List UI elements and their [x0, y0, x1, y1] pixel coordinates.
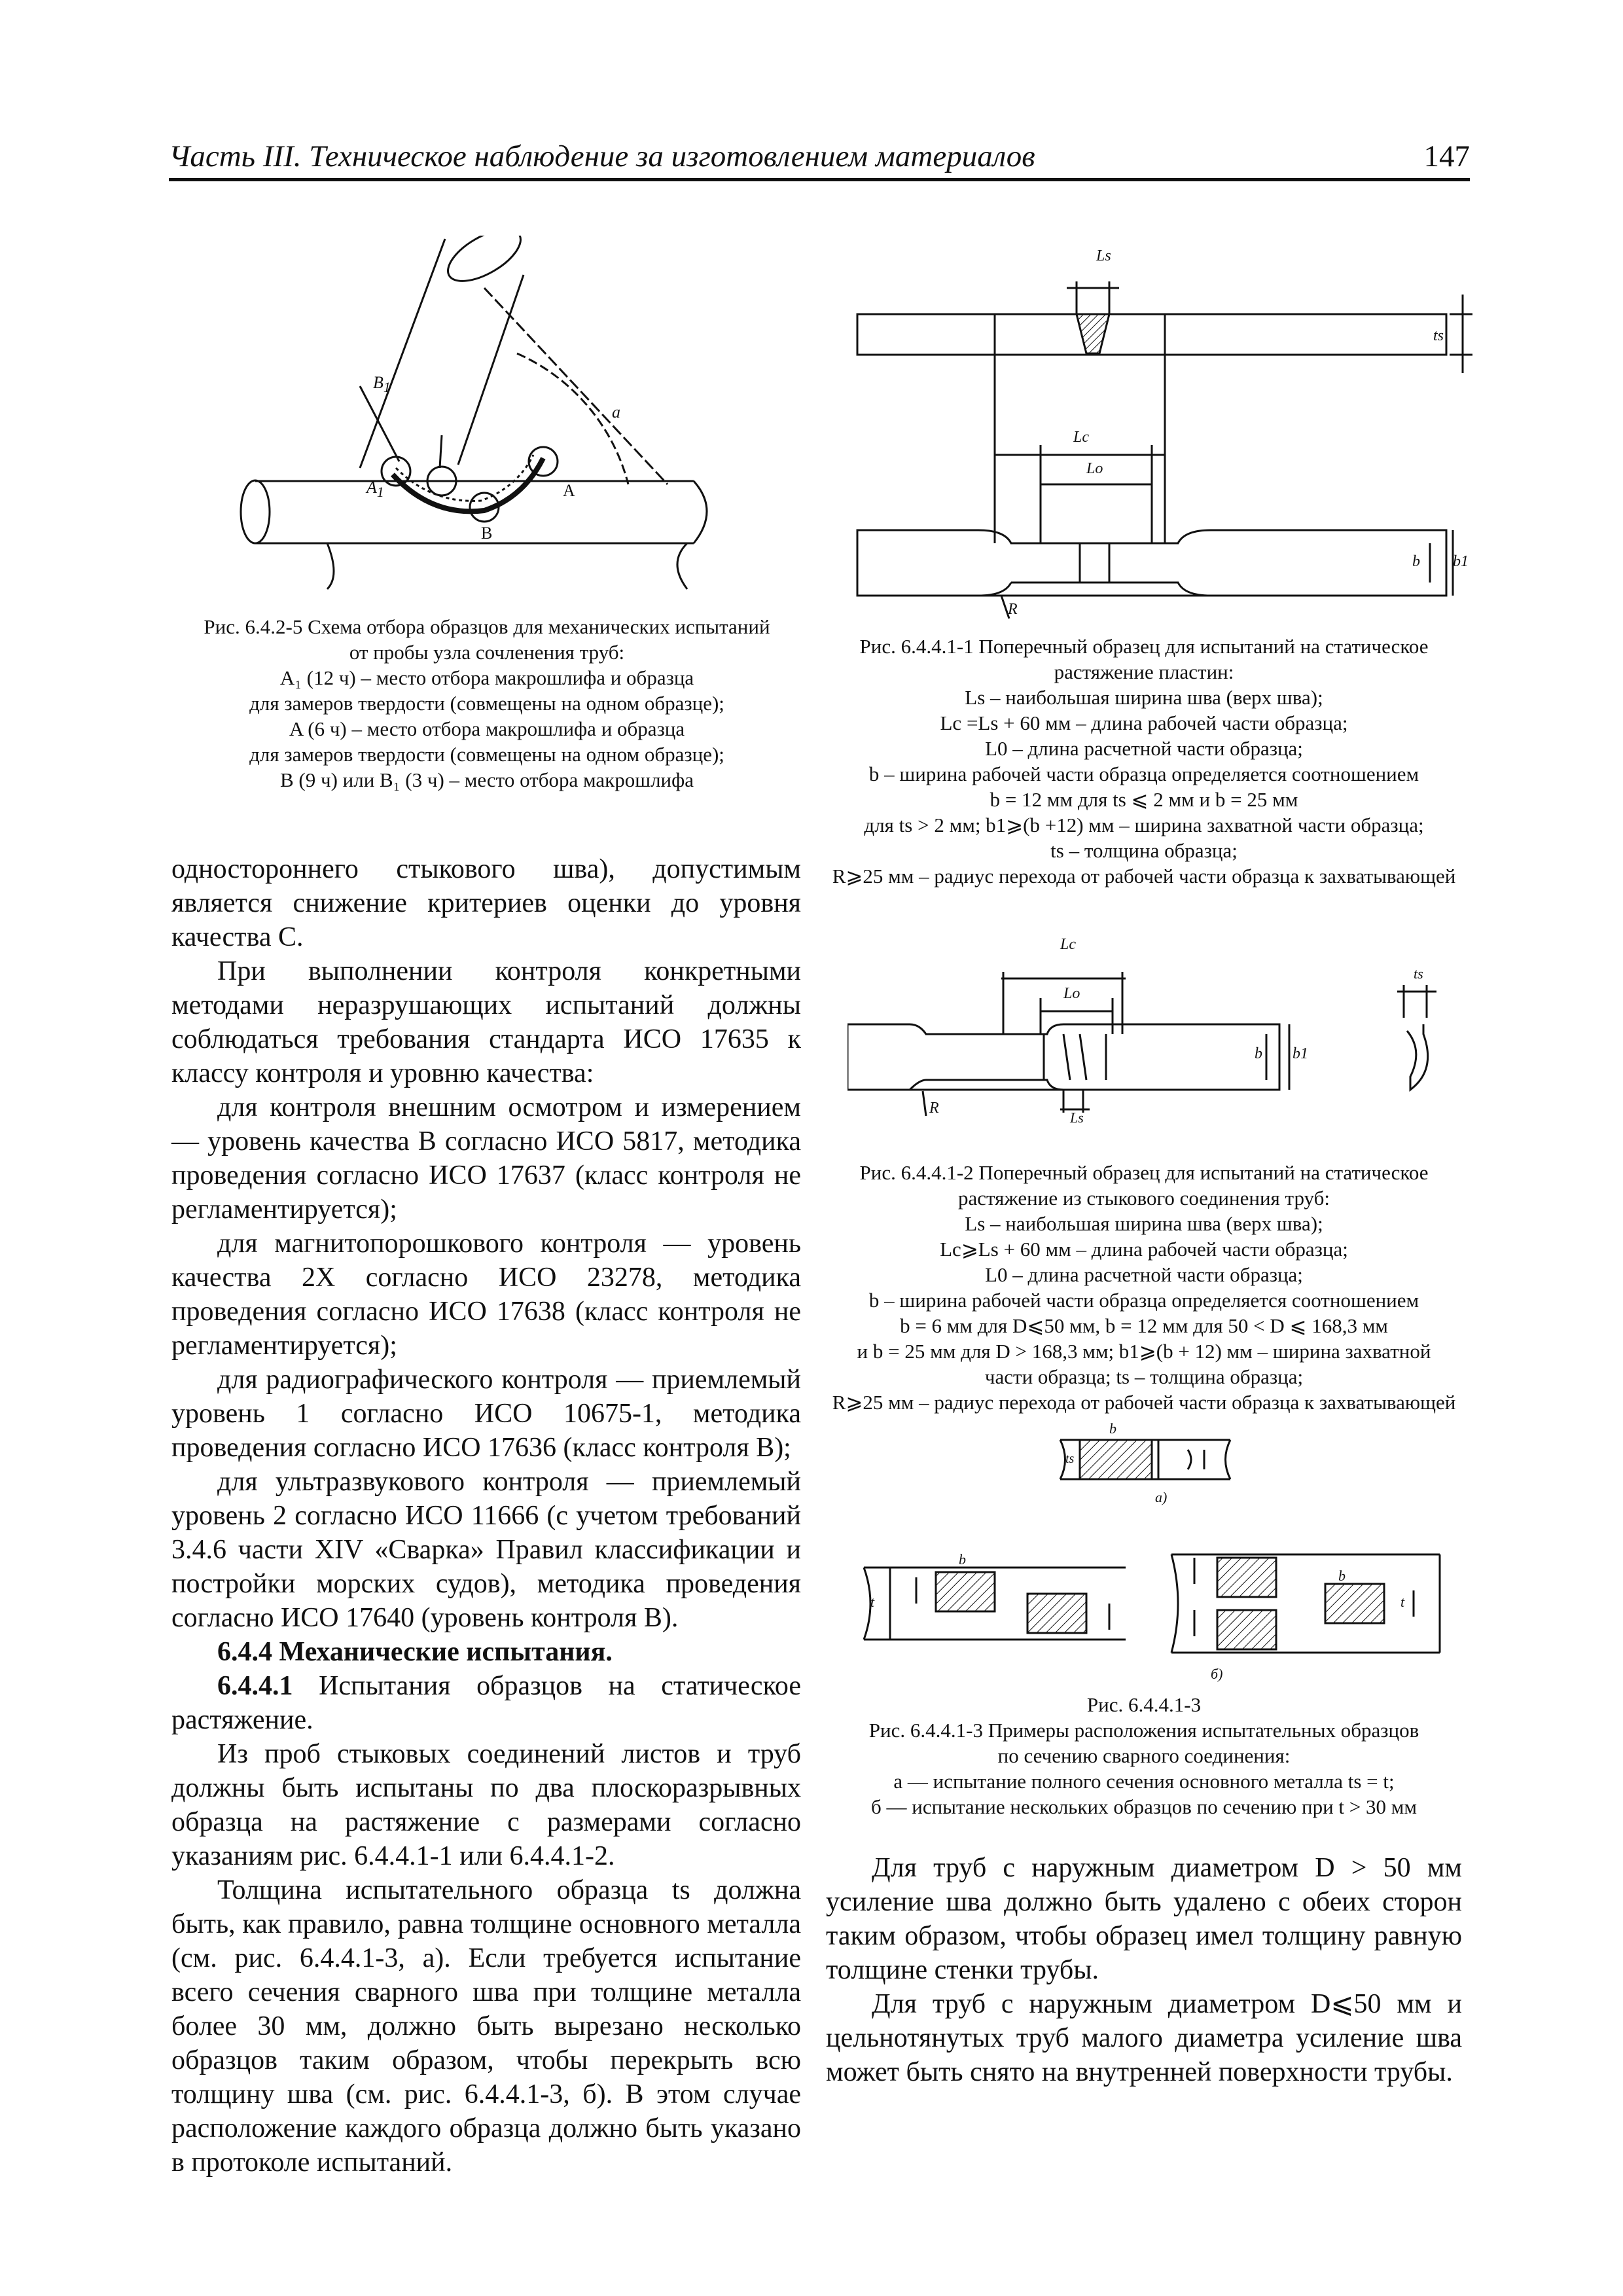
label-b-a: b — [1109, 1420, 1116, 1437]
caption-fig-6-4-2-5: Рис. 6.4.2-5 Схема отбора образцов для механических испытаний от пробы узла сочленения труб: A₁ (12 ч) – место отбора макрошлифа и образца для замеров твердости (совмещены на одном образце); A (6 ч) – место отбора макрошлифа и образца для замеров твердости (совмещены на одном образце); B (9 ч) или B₁ (3 ч) – место отбора макрошлифа — [204, 615, 770, 791]
label-b: B — [481, 524, 493, 543]
label-a: A — [563, 481, 575, 500]
label-ts: ts — [1433, 327, 1444, 344]
plate-specimen-drawing — [844, 242, 1472, 622]
label-ls: Ls — [1070, 1109, 1084, 1126]
section-heading: 6.4.4 Механические испытания. — [217, 1637, 613, 1667]
paragraph: для ультразвукового контроля — приемлемый уровень 2 согласно ИСО 11666 (с учетом требований 3.4.6 части XIV «Сварка» Правил классификации и постройки морских судов), методика проведения согласно ИСО 17640 (уровень контроля В). — [171, 1467, 801, 1633]
paragraph: Из проб стыковых соединений листов и труб должны быть испытаны по два плоскоразрывных образца на растяжение с размерами согласно указаниям рис. 6.4.4.1-1 или 6.4.4.1-2. — [171, 1739, 801, 1871]
pipe-joint-drawing — [236, 236, 733, 602]
right-column-text — [826, 1851, 1462, 2089]
page-number: 147 — [1423, 139, 1470, 173]
label-b: b — [1255, 1045, 1262, 1062]
label-b-left: b — [959, 1551, 966, 1568]
label-subfig-b: б) — [1211, 1666, 1223, 1682]
left-column-text — [171, 852, 801, 2179]
label-lo: Lo — [1063, 985, 1080, 1002]
figure-plate-specimen — [844, 242, 1472, 622]
specimen-locations-drawing — [851, 1420, 1466, 1689]
label-r: R — [929, 1100, 939, 1117]
label-t-right: t — [1400, 1594, 1405, 1610]
caption-fig-6-4-4-1-1: Рис. 6.4.4.1-1 Поперечный образец для испытаний на статическое растяжение пластин: Ls – наибольшая ширина шва (верх шва); Lc =Ls + 60 мм – длина рабочей части образца; L0 – длина расчетной части образца; b – ширина рабочей части образца определяется соотношением b = 12 мм для ts ⩽ 2 мм и b = 25 мм для ts > 2 мм; b1⩾(b +12) мм – ширина захватной части образца; ts – толщина образца; R⩾25 мм – радиус перехода от рабочей части образца к захватывающей — [832, 635, 1456, 888]
label-b1: b1 — [1293, 1045, 1308, 1062]
caption-fig-6-4-4-1-2: Рис. 6.4.4.1-2 Поперечный образец для испытаний на статическое растяжение из стыкового соединения труб: Ls – наибольшая ширина шва (верх шва); Lc⩾Ls + 60 мм – длина рабочей части образца; L0 – длина расчетной части образца; b – ширина рабочей части образца определяется соотношением b = 6 мм для D⩽50 мм, b = 12 мм для 50 < D ⩽ 168,3 мм и b = 25 мм для D > 168,3 мм; b1⩾(b + 12) мм – ширина захватной части образца; ts – толщина образца; R⩾25 мм – радиус перехода от рабочей части образца к захватывающей — [832, 1161, 1456, 1414]
label-ts-a: ts — [1065, 1452, 1075, 1466]
label-t-left: t — [870, 1594, 875, 1610]
paragraph: для радиографического контроля — приемлемый уровень 1 согласно ИСО 10675-1, методика проведения согласно ИСО 17636 (класс контроля В); — [171, 1365, 801, 1463]
figure-specimen-locations — [851, 1420, 1466, 1689]
label-lc: Lc — [1073, 429, 1089, 446]
paragraph: для магнитопорошкового контроля — уровень качества 2Х согласно ИСО 23278, методика проведения согласно ИСО 17638 (класс контроля не регламентируется); — [171, 1229, 801, 1361]
label-ls: Ls — [1096, 247, 1111, 264]
running-header-title: Часть III. Техническое наблюдение за изготовлением материалов — [169, 139, 1035, 173]
header-rule — [169, 178, 1470, 181]
label-alpha: a — [612, 403, 620, 422]
label-lo: Lo — [1086, 460, 1103, 477]
label-b1: $B_1$ — [373, 373, 391, 396]
figure-pipe-joint — [236, 236, 733, 602]
figure-pipe-specimen — [847, 920, 1463, 1136]
label-lc: Lc — [1060, 936, 1076, 953]
paragraph: для контроля внешним осмотром и измерением — уровень качества В согласно ИСО 5817, методика проведения согласно ИСО 17637 (класс контроля не регламентируется); — [171, 1092, 801, 1225]
label-a1: $A_1$ — [366, 478, 384, 501]
label-ts: ts — [1414, 965, 1423, 982]
pipe-specimen-drawing — [847, 920, 1463, 1136]
paragraph: Для труб с наружным диаметром D > 50 мм усиление шва должно быть удалено с обеих сторон таким образом, чтобы образец имел толщину равную толщине стенки трубы. — [826, 1853, 1462, 1985]
paragraph: Для труб с наружным диаметром D⩽50 мм и цельнотянутых труб малого диаметра усиление шва может быть снято на внутренней поверхности трубы. — [826, 1989, 1462, 2087]
label-b-right: b — [1338, 1568, 1346, 1584]
paragraph: При выполнении контроля конкретными методами неразрушающих испытаний должны соблюдаться требования стандарта ИСО 17635 к классу контроля и уровню качества: — [171, 956, 801, 1088]
label-subfig-a: а) — [1155, 1489, 1168, 1505]
subsection-heading: 6.4.4.1 Испытания образцов на статическое растяжение. — [171, 1671, 801, 1735]
paragraph: одностороннего стыкового шва), допустимым является снижение критериев оценки до уровня качества С. — [171, 854, 801, 952]
label-b: b — [1412, 553, 1420, 570]
caption-fig-6-4-4-1-3: Рис. 6.4.4.1-3 Рис. 6.4.4.1-3 Примеры расположения испытательных образцов по сечению сварного соединения: а — испытание полного сечения основного металла ts = t; б — испытание нескольких образцов по сечению при t > 30 мм — [868, 1693, 1419, 1818]
paragraph: Толщина испытательного образца ts должна быть, как правило, равна толщине основного металла (см. рис. 6.4.4.1-3, а). Если требуется испытание всего сечения сварного шва при толщине металла более 30 мм, должно быть вырезано несколько образцов таким образом, чтобы перекрыть всю толщину шва (см. рис. 6.4.4.1-3, б). В этом случае расположение каждого образца должно быть указано в протоколе испытаний. — [171, 1875, 801, 2178]
label-b1: b1 — [1453, 553, 1469, 570]
label-r: R — [1008, 601, 1018, 618]
